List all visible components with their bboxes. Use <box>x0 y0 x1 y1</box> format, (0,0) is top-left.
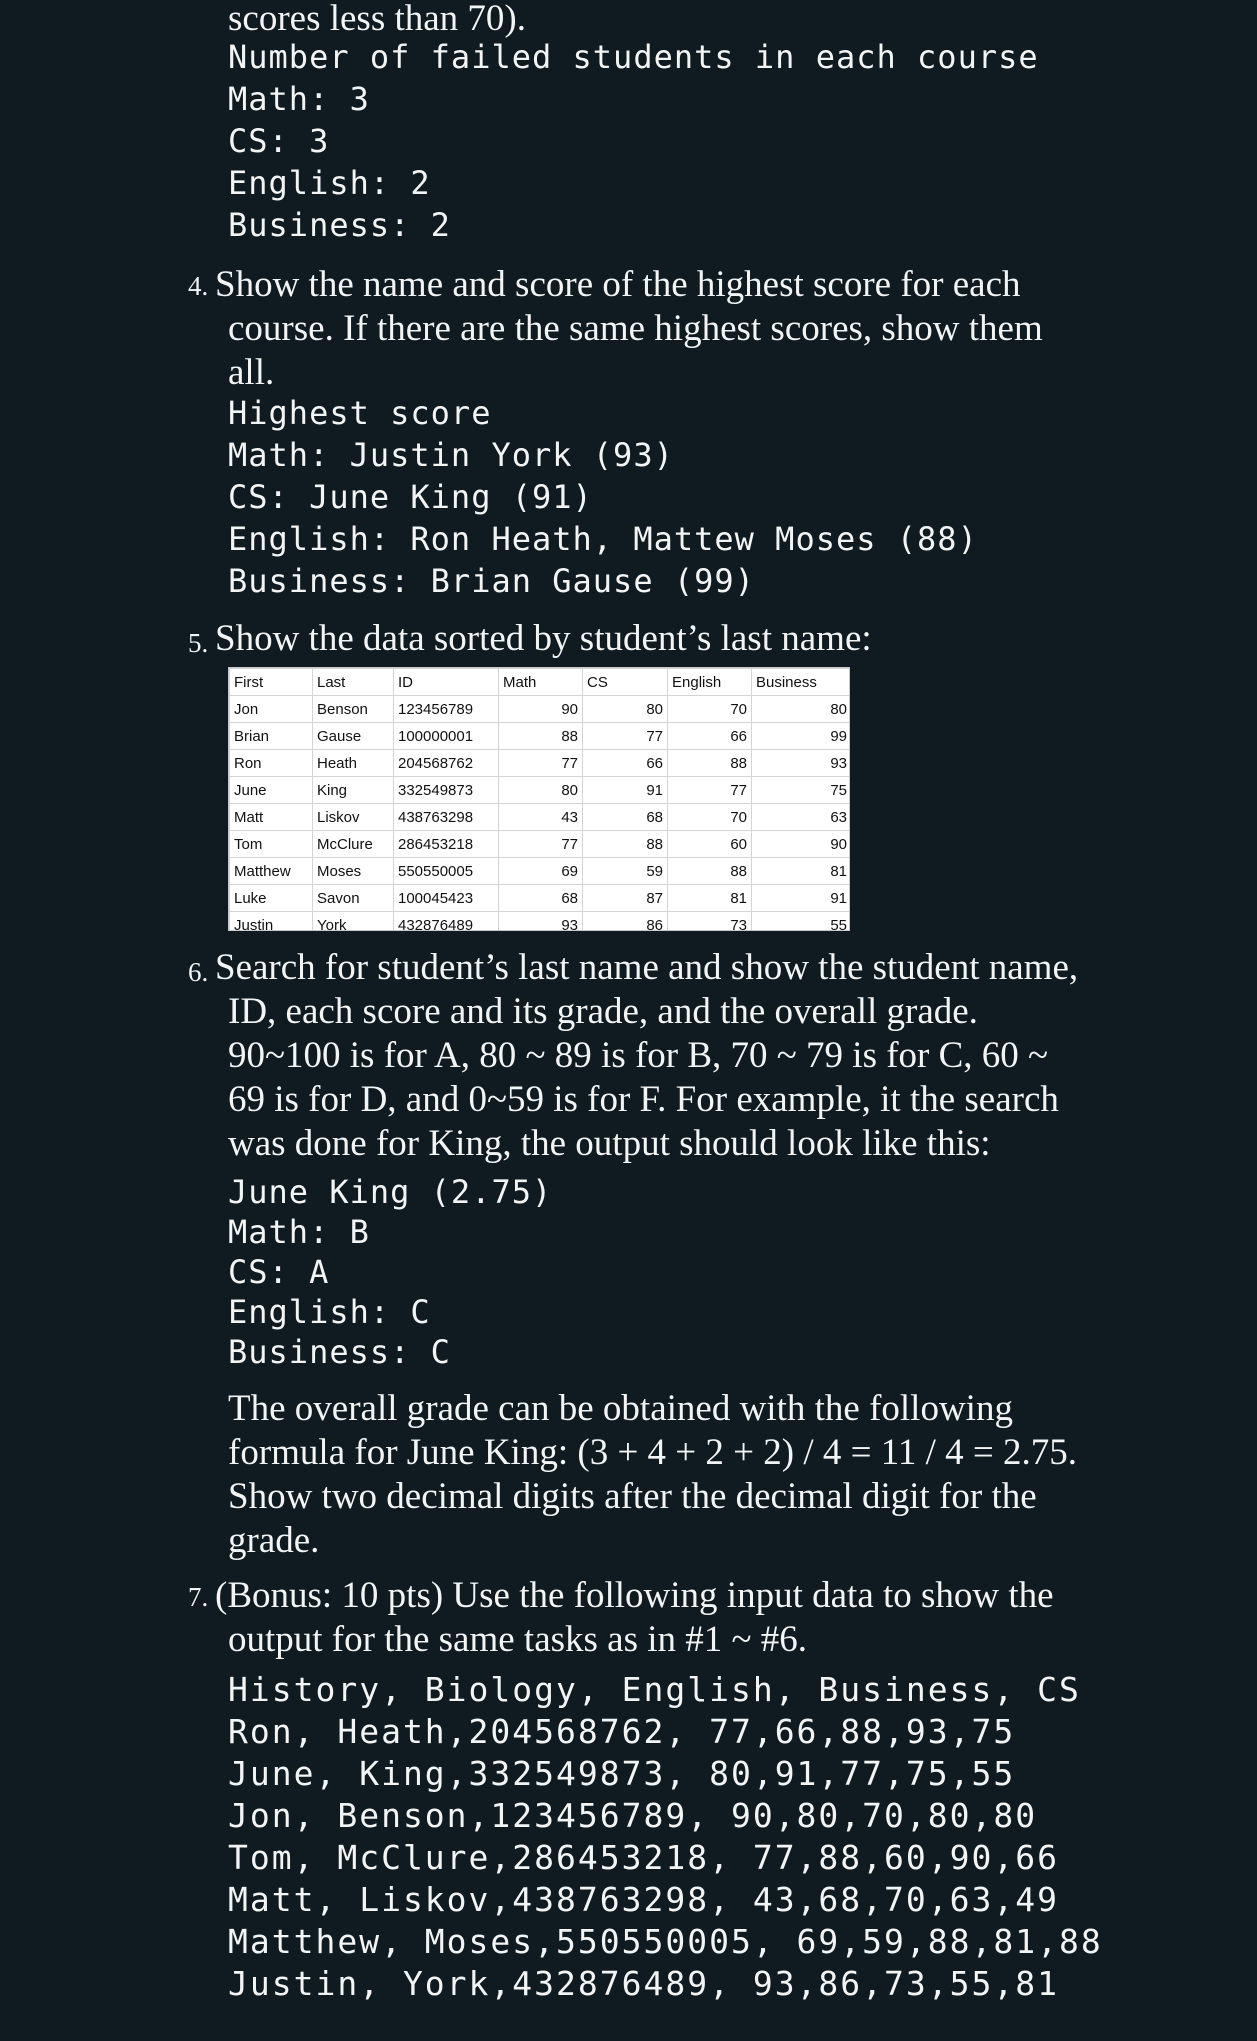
table-cell: Brian <box>230 723 313 750</box>
question-text: was done for King, the output should look like this: <box>228 1123 991 1164</box>
table-cell: 91 <box>752 885 851 912</box>
question-number: 5. <box>188 628 209 658</box>
table-cell: 204568762 <box>394 750 499 777</box>
table-cell: 100045423 <box>394 885 499 912</box>
table-cell: 68 <box>499 885 583 912</box>
table-cell: 77 <box>583 723 668 750</box>
table-cell: King <box>313 777 394 804</box>
table-row <box>230 750 851 777</box>
question-text: (Bonus: 10 pts) Use the following input data to show the <box>215 1575 1054 1616</box>
column-header: CS <box>583 669 668 696</box>
failed-line: English: 2 <box>228 164 431 202</box>
table-cell: Gause <box>313 723 394 750</box>
table-cell: McClure <box>313 831 394 858</box>
output-line: Business: C <box>228 1333 451 1371</box>
table-cell: Savon <box>313 885 394 912</box>
table-cell: 80 <box>752 696 851 723</box>
table-cell: 80 <box>499 777 583 804</box>
table-cell: 432876489 <box>394 912 499 932</box>
table-cell: Justin <box>230 912 313 932</box>
table-cell: Liskov <box>313 804 394 831</box>
table-cell: Moses <box>313 858 394 885</box>
data-line: Matt, Liskov,438763298, 43,68,70,63,49 <box>228 1880 1059 1919</box>
column-header: Math <box>499 669 583 696</box>
table-cell: 88 <box>499 723 583 750</box>
table-cell: Matthew <box>230 858 313 885</box>
failed-line: Math: 3 <box>228 80 370 118</box>
table-cell: 438763298 <box>394 804 499 831</box>
table-cell: Matt <box>230 804 313 831</box>
table-cell: Benson <box>313 696 394 723</box>
table-cell: 77 <box>499 750 583 777</box>
table-cell: 66 <box>668 723 752 750</box>
table-cell: 81 <box>752 858 851 885</box>
question-text: Search for student’s last name and show the student name, <box>215 947 1079 988</box>
table-cell: 80 <box>583 696 668 723</box>
failed-line: Business: 2 <box>228 206 451 244</box>
question-text: 90~100 is for A, 80 ~ 89 is for B, 70 ~ 79 is for C, 60 ~ <box>228 1035 1049 1076</box>
output-line: Math: B <box>228 1213 370 1251</box>
table-row <box>230 912 851 932</box>
output-line: Business: Brian Gause (99) <box>228 562 755 600</box>
table-cell: 81 <box>668 885 752 912</box>
table-cell: 66 <box>583 750 668 777</box>
data-line: Jon, Benson,123456789, 90,80,70,80,80 <box>228 1796 1038 1835</box>
table-row <box>230 723 851 750</box>
output-line: Math: Justin York (93) <box>228 436 674 474</box>
data-line: June, King,332549873, 80,91,77,75,55 <box>228 1754 1016 1793</box>
question-text: Show the data sorted by student’s last name: <box>215 618 872 659</box>
table-cell: 60 <box>668 831 752 858</box>
table-cell: Tom <box>230 831 313 858</box>
continuation-text: scores less than 70). <box>228 0 526 39</box>
table-cell: York <box>313 912 394 932</box>
table-cell: 77 <box>499 831 583 858</box>
table-cell: Jon <box>230 696 313 723</box>
data-line: History, Biology, English, Business, CS <box>228 1670 1081 1709</box>
table-cell: 69 <box>499 858 583 885</box>
table-cell: 77 <box>668 777 752 804</box>
table-cell: 286453218 <box>394 831 499 858</box>
output-header: Highest score <box>228 394 492 432</box>
table-cell: 99 <box>752 723 851 750</box>
data-line: Matthew, Moses,550550005, 69,59,88,81,88 <box>228 1922 1103 1961</box>
question-text: 69 is for D, and 0~59 is for F. For example, it the search <box>228 1079 1059 1120</box>
table-cell: 55 <box>752 912 851 932</box>
table-header-row <box>230 669 851 696</box>
score-table <box>229 668 850 931</box>
question-text: Show the name and score of the highest score for each <box>215 264 1021 305</box>
table-cell: 88 <box>668 750 752 777</box>
question-text: course. If there are the same highest scores, show them <box>228 308 1043 349</box>
table-cell: 550550005 <box>394 858 499 885</box>
column-header: English <box>668 669 752 696</box>
column-header: ID <box>394 669 499 696</box>
table-cell: 90 <box>499 696 583 723</box>
table-cell: June <box>230 777 313 804</box>
note-text: Show two decimal digits after the decimal digit for the <box>228 1476 1037 1517</box>
table-row <box>230 885 851 912</box>
question-text: output for the same tasks as in #1 ~ #6. <box>228 1619 808 1660</box>
table-cell: 75 <box>752 777 851 804</box>
output-line: CS: June King (91) <box>228 478 593 516</box>
table-row <box>230 831 851 858</box>
question-text: ID, each score and its grade, and the overall grade. <box>228 991 978 1032</box>
note-text: grade. <box>228 1520 320 1561</box>
table-cell: 123456789 <box>394 696 499 723</box>
output-line: CS: A <box>228 1253 330 1291</box>
data-line: Tom, McClure,286453218, 77,88,60,90,66 <box>228 1838 1059 1877</box>
table-cell: 70 <box>668 804 752 831</box>
table-cell: Heath <box>313 750 394 777</box>
output-line: English: Ron Heath, Mattew Moses (88) <box>228 520 978 558</box>
table-cell: 100000001 <box>394 723 499 750</box>
question-number: 7. <box>188 1582 209 1612</box>
table-cell: 93 <box>499 912 583 932</box>
column-header: First <box>230 669 313 696</box>
table-cell: 70 <box>668 696 752 723</box>
table-cell: 59 <box>583 858 668 885</box>
failed-line: CS: 3 <box>228 122 330 160</box>
failed-header: Number of failed students in each course <box>228 38 1039 76</box>
output-line: English: C <box>228 1293 431 1331</box>
data-line: Justin, York,432876489, 93,86,73,55,81 <box>228 1964 1059 2003</box>
column-header: Last <box>313 669 394 696</box>
spreadsheet-image <box>228 667 850 931</box>
table-row <box>230 858 851 885</box>
table-cell: 43 <box>499 804 583 831</box>
table-cell: Luke <box>230 885 313 912</box>
table-cell: 91 <box>583 777 668 804</box>
table-row <box>230 696 851 723</box>
table-cell: 93 <box>752 750 851 777</box>
table-cell: 73 <box>668 912 752 932</box>
column-header: Business <box>752 669 851 696</box>
table-cell: 88 <box>668 858 752 885</box>
table-cell: 332549873 <box>394 777 499 804</box>
output-line: June King (2.75) <box>228 1173 553 1211</box>
table-cell: 86 <box>583 912 668 932</box>
table-row <box>230 804 851 831</box>
question-text: all. <box>228 352 275 393</box>
table-cell: 63 <box>752 804 851 831</box>
note-text: formula for June King: (3 + 4 + 2 + 2) / 4 = 11 / 4 = 2.75. <box>228 1432 1078 1473</box>
table-cell: 88 <box>583 831 668 858</box>
table-cell: Ron <box>230 750 313 777</box>
table-cell: 90 <box>752 831 851 858</box>
table-cell: 68 <box>583 804 668 831</box>
table-cell: 87 <box>583 885 668 912</box>
table-row <box>230 777 851 804</box>
question-number: 4. <box>188 271 209 301</box>
note-text: The overall grade can be obtained with the following <box>228 1388 1013 1429</box>
data-line: Ron, Heath,204568762, 77,66,88,93,75 <box>228 1712 1016 1751</box>
question-number: 6. <box>188 957 209 987</box>
